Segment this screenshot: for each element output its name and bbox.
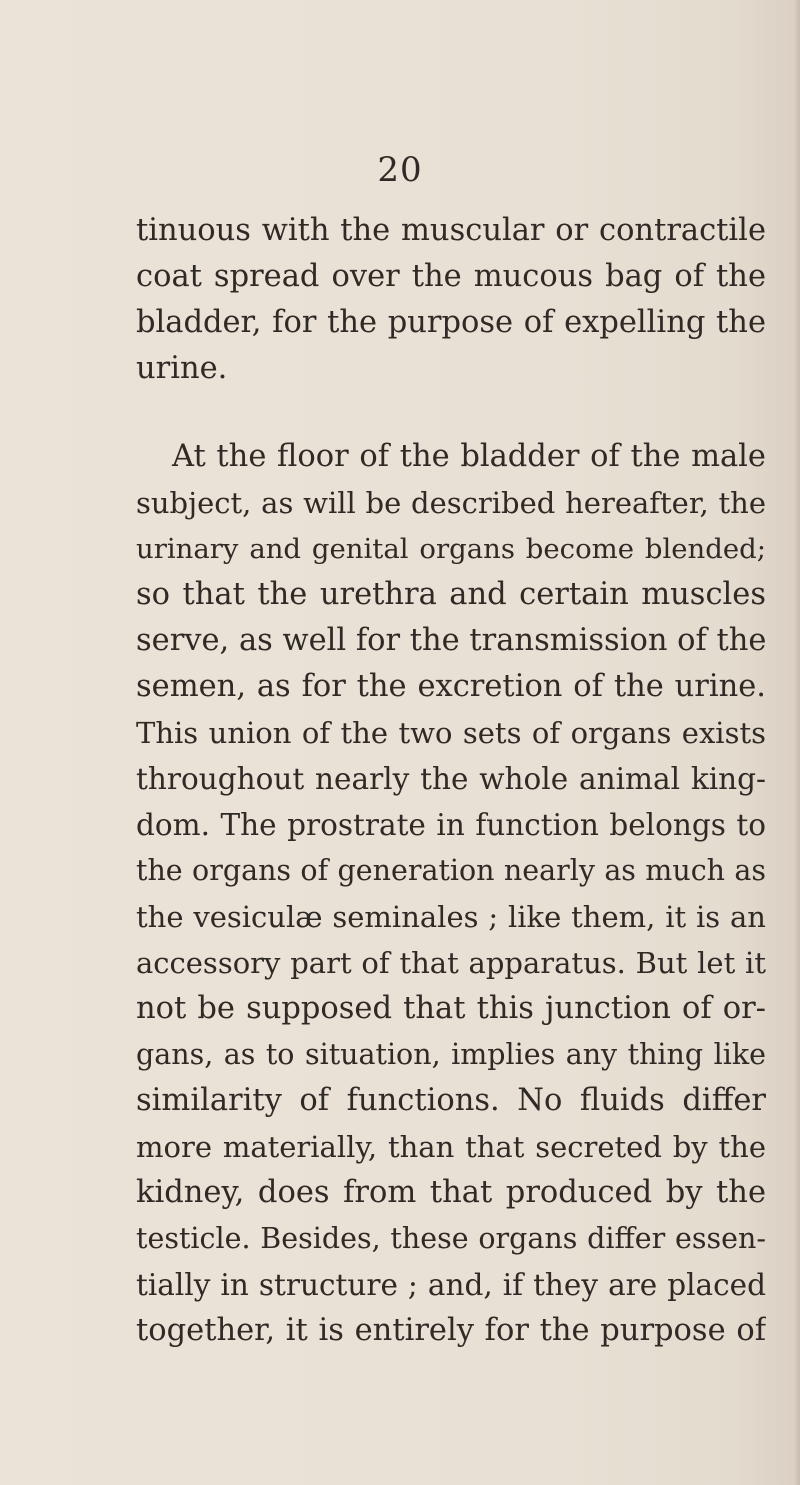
text-line: the organs of generation nearly as much as	[136, 854, 766, 887]
text-line: not be supposed that this junction of or-	[136, 991, 766, 1026]
text-line: testicle. Besides, these organs differ essen-	[136, 1222, 766, 1255]
text-line: so that the urethra and certain muscles	[136, 577, 766, 612]
text-line: tially in structure ; and, if they are placed	[136, 1268, 766, 1302]
text-line: tinuous with the muscular or contractile	[136, 213, 766, 248]
text-line: subject, as will be described hereafter, the	[136, 486, 766, 520]
text-line: coat spread over the mucous bag of the	[136, 259, 766, 294]
text-line: urinary and genital organs become blended;	[136, 533, 766, 565]
text-line: urine.	[136, 351, 228, 386]
text-line: bladder, for the purpose of expelling the	[136, 305, 766, 340]
text-line: accessory part of that apparatus. But let it	[136, 946, 766, 980]
paragraph-2	[136, 434, 766, 1354]
text-line: throughout nearly the whole animal king-	[136, 762, 766, 796]
text-line: together, it is entirely for the purpose of	[136, 1313, 766, 1348]
page-number: 20	[377, 150, 423, 190]
text-line: At the floor of the bladder of the male	[172, 439, 766, 474]
text-line: serve, as well for the transmission of the	[136, 623, 766, 658]
text-line: This union of the two sets of organs exists	[136, 716, 766, 750]
text-line: kidney, does from that produced by the	[136, 1175, 766, 1210]
text-line: gans, as to situation, implies any thing like	[136, 1038, 766, 1071]
text-line: more materially, than that secreted by the	[136, 1130, 766, 1164]
text-line: semen, as for the excretion of the urine.	[136, 669, 766, 704]
page-edge-shadow	[794, 0, 800, 1485]
text-line: dom. The prostrate in function belongs to	[136, 808, 766, 842]
text-line: the vesiculæ seminales ; like them, it is an	[136, 900, 766, 934]
text-line: similarity of functions. No fluids differ	[136, 1083, 766, 1118]
paragraph-1	[136, 208, 766, 392]
